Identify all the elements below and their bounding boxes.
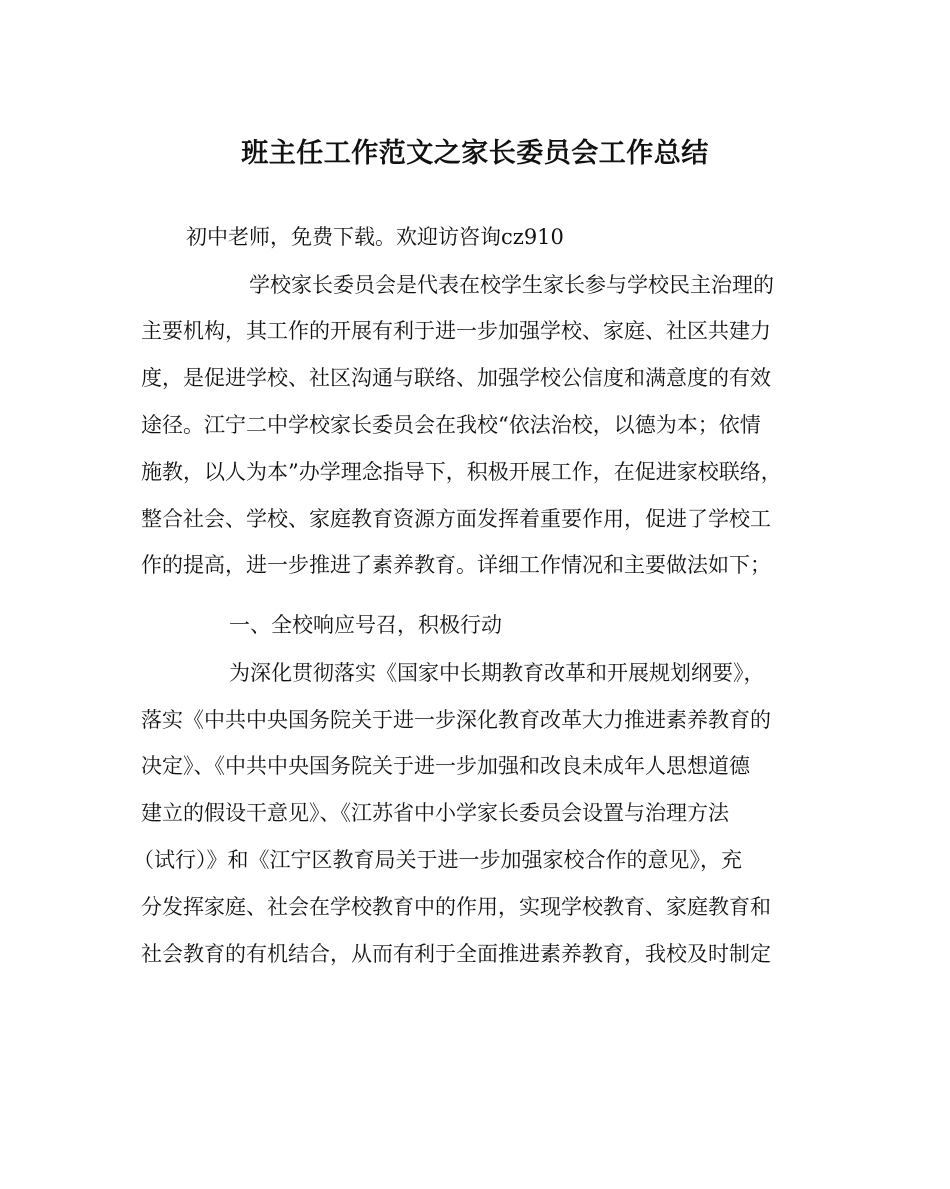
paragraph-line: 主要机构，其工作的开展有利于进一步加强学校、家庭、社区共建力	[141, 319, 771, 343]
paragraph-line: 整合社会、学校、家庭教育资源方面发挥着重要作用，促进了学校工	[141, 507, 771, 531]
paragraph-line: 落实《中共中央国务院关于进一步深化教育改革大力推进素养教育的	[141, 708, 771, 732]
paragraph-line: 社会教育的有机结合，从而有利于全面推进素养教育，我校及时制定	[141, 942, 771, 966]
paragraph-line: 学校家长委员会是代表在校学生家长参与学校民主治理的	[249, 273, 774, 297]
paragraph-line: 建立的假设干意见》、《江苏省中小学家长委员会设置与治理方法	[141, 801, 729, 825]
paragraph-line: 分发挥家庭、社会在学校教育中的作用，实现学校教育、家庭教育和	[141, 895, 771, 919]
download-note: 初中老师，免费下载。欢迎访咨询cz910	[186, 225, 564, 249]
document-title: 班主任工作范文之家长委员会工作总结	[241, 138, 709, 169]
paragraph-line: （试行）》和《江宁区教育局关于进一步加强家校合作的意见》，充	[133, 848, 742, 872]
section-heading: 一、全校响应号召，积极行动	[229, 613, 502, 637]
paragraph-line: 度，是促进学校、社区沟通与联络、加强学校公信度和满意度的有效	[141, 366, 771, 390]
paragraph-line: 决定》、《中共中央国务院关于进一步加强和改良未成年人思想道德	[141, 754, 750, 778]
paragraph-line: 作的提高，进一步推进了素养教育。详细工作情况和主要做法如下；	[141, 553, 771, 577]
paragraph-line: 为深化贯彻落实《国家中长期教育改革和开展规划纲要》，	[229, 661, 765, 685]
paragraph-line: 途径。江宁二中学校家长委员会在我校“依法治校，以德为本；依情	[141, 413, 761, 437]
paragraph-line: 施教，以人为本”办学理念指导下，积极开展工作，在促进家校联络，	[141, 460, 782, 484]
